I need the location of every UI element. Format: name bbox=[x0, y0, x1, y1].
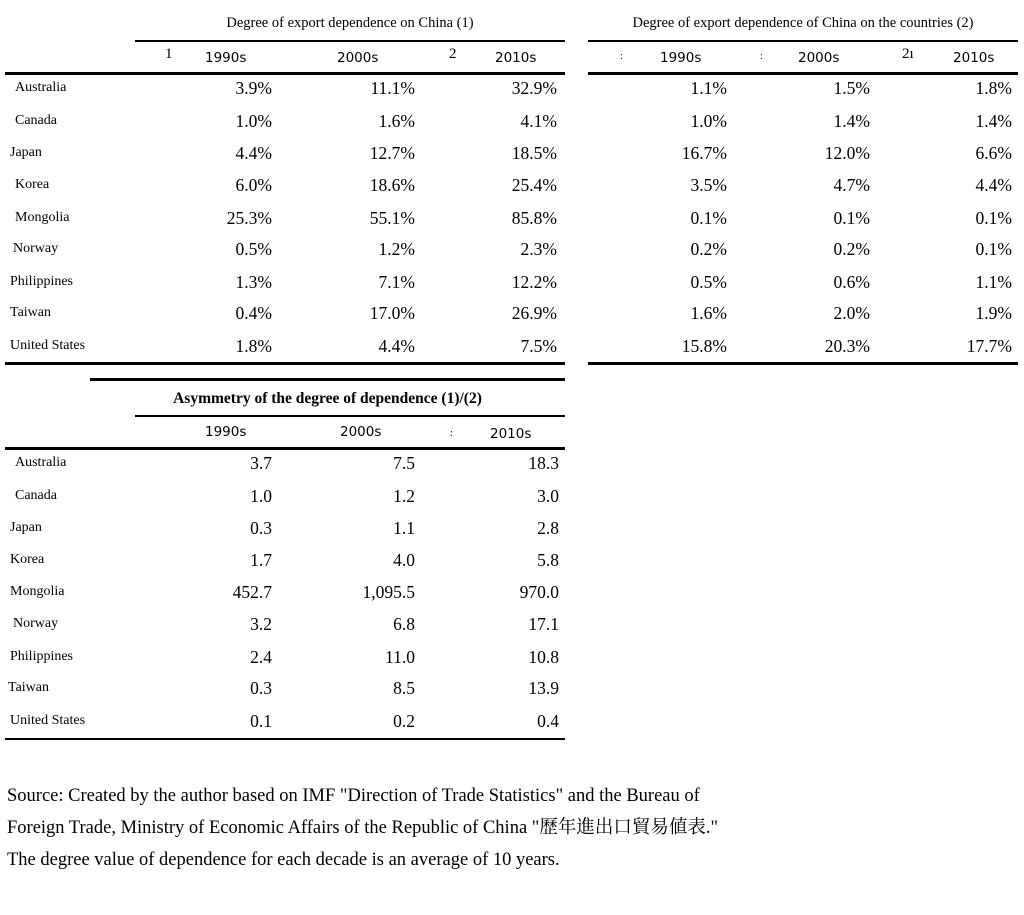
value-cell: 1.1% bbox=[975, 272, 1012, 292]
table-row bbox=[5, 169, 565, 201]
country-label: Taiwan bbox=[10, 305, 52, 320]
value-cell: 4.4% bbox=[975, 175, 1012, 195]
value-cell: 17.7% bbox=[966, 336, 1012, 356]
value-cell: 0.2 bbox=[393, 711, 415, 731]
value-cell: 0.5% bbox=[690, 272, 727, 292]
value-cell: 1.7 bbox=[250, 550, 272, 570]
value-cell: 1.2 bbox=[393, 486, 415, 506]
value-cell: 0.6% bbox=[833, 272, 870, 292]
table3-col-2000s: 2000s bbox=[340, 424, 382, 440]
value-cell: 0.1 bbox=[250, 711, 272, 731]
value-cell: 18.3 bbox=[528, 453, 559, 473]
table-row bbox=[5, 641, 565, 673]
table1-header-mark-1: 1 bbox=[165, 46, 173, 62]
value-cell: 1.9% bbox=[975, 303, 1012, 323]
value-cell: 18.6% bbox=[369, 175, 415, 195]
country-label: Canada bbox=[15, 113, 57, 128]
value-cell: 3.7 bbox=[250, 453, 272, 473]
table1-col-2000s: 2000s bbox=[337, 50, 379, 66]
value-cell: 8.5 bbox=[393, 678, 415, 698]
table-row bbox=[588, 233, 1018, 265]
value-cell: 17.1 bbox=[528, 614, 559, 634]
value-cell: 6.6% bbox=[975, 143, 1012, 163]
value-cell: 0.3 bbox=[250, 678, 272, 698]
table-row bbox=[588, 297, 1018, 329]
value-cell: 1.0% bbox=[235, 111, 272, 131]
country-label: United States bbox=[10, 338, 86, 353]
table3-col-2010s: 2010s bbox=[490, 426, 532, 442]
value-cell: 4.7% bbox=[833, 175, 870, 195]
table-row bbox=[588, 105, 1018, 137]
value-cell: 12.0% bbox=[824, 143, 870, 163]
value-cell: 6.8 bbox=[393, 614, 415, 634]
value-cell: 5.8 bbox=[537, 550, 559, 570]
value-cell: 0.1% bbox=[690, 208, 727, 228]
value-cell: 4.1% bbox=[520, 111, 557, 131]
value-cell: 7.5 bbox=[393, 453, 415, 473]
table-row bbox=[5, 330, 565, 362]
table-row bbox=[5, 705, 565, 737]
value-cell: 1.6% bbox=[690, 303, 727, 323]
country-label: United States bbox=[10, 713, 86, 728]
value-cell: 4.0 bbox=[393, 550, 415, 570]
country-label: Mongolia bbox=[15, 210, 70, 225]
table-row bbox=[5, 297, 565, 329]
table2-col-2000s: 2000s bbox=[798, 50, 840, 66]
country-label: Australia bbox=[15, 455, 67, 470]
value-cell: 0.2% bbox=[833, 239, 870, 259]
value-cell: 0.1% bbox=[975, 239, 1012, 259]
value-cell: 0.4% bbox=[235, 303, 272, 323]
value-cell: 3.2 bbox=[250, 614, 272, 634]
value-cell: 3.9% bbox=[235, 78, 272, 98]
country-label: Philippines bbox=[10, 274, 74, 289]
value-cell: 1.6% bbox=[378, 111, 415, 131]
china-export-dependence-on-countries-table bbox=[588, 8, 1018, 366]
source-note bbox=[7, 780, 1017, 876]
export-dependence-on-china-table bbox=[5, 8, 565, 366]
country-label: Korea bbox=[15, 177, 50, 192]
table-row bbox=[5, 72, 565, 104]
country-label: Japan bbox=[10, 520, 42, 535]
value-cell: 2.0% bbox=[833, 303, 870, 323]
table-row bbox=[5, 447, 565, 479]
table-row bbox=[588, 137, 1018, 169]
value-cell: 1.0% bbox=[690, 111, 727, 131]
value-cell: 4.4% bbox=[235, 143, 272, 163]
table1-title: Degree of export dependence on China (1) bbox=[226, 14, 474, 31]
value-cell: 0.2% bbox=[690, 239, 727, 259]
value-cell: 11.1% bbox=[370, 78, 415, 98]
value-cell: 25.3% bbox=[226, 208, 272, 228]
table-row bbox=[5, 266, 565, 298]
value-cell: 1.2% bbox=[378, 239, 415, 259]
value-cell: 1,095.5 bbox=[362, 582, 415, 602]
source-note-line: The degree value of dependence for each decade is an average of 10 years. bbox=[7, 850, 560, 870]
table-row bbox=[5, 202, 565, 234]
table2-col-1990s: 1990s bbox=[660, 50, 702, 66]
source-note-line: Foreign Trade, Ministry of Economic Affairs of the Republic of China "歷年進出口貿易値表." bbox=[7, 818, 719, 838]
table2-header-mark-3: 2ı bbox=[902, 46, 914, 62]
value-cell: 20.3% bbox=[824, 336, 870, 356]
value-cell: 0.1% bbox=[833, 208, 870, 228]
country-label: Mongolia bbox=[10, 584, 65, 599]
table3-col-1990s: 1990s bbox=[205, 424, 247, 440]
source-note-line: Source: Created by the author based on IMF "Direction of Trade Statistics" and the Bureau of bbox=[7, 786, 700, 806]
value-cell: 3.5% bbox=[690, 175, 727, 195]
value-cell: 0.5% bbox=[235, 239, 272, 259]
value-cell: 2.4 bbox=[250, 647, 272, 667]
value-cell: 1.5% bbox=[833, 78, 870, 98]
table2-col-2010s: 2010s bbox=[953, 50, 995, 66]
value-cell: 10.8 bbox=[528, 647, 559, 667]
table-row bbox=[588, 330, 1018, 362]
value-cell: 1.1 bbox=[393, 518, 415, 538]
country-label: Norway bbox=[13, 616, 59, 631]
value-cell: 16.7% bbox=[681, 143, 727, 163]
value-cell: 7.5% bbox=[520, 336, 557, 356]
country-label: Japan bbox=[10, 145, 42, 160]
value-cell: 17.0% bbox=[369, 303, 415, 323]
table1-col-2010s: 2010s bbox=[495, 50, 537, 66]
value-cell: 15.8% bbox=[681, 336, 727, 356]
value-cell: 55.1% bbox=[369, 208, 415, 228]
country-label: Canada bbox=[15, 488, 57, 503]
value-cell: 12.2% bbox=[511, 272, 557, 292]
value-cell: 1.0 bbox=[250, 486, 272, 506]
table-row bbox=[5, 544, 565, 576]
value-cell: 1.8% bbox=[235, 336, 272, 356]
country-label: Norway bbox=[13, 241, 59, 256]
value-cell: 85.8% bbox=[511, 208, 557, 228]
table3-header-mark-1: : bbox=[450, 428, 453, 439]
value-cell: 13.9 bbox=[528, 678, 559, 698]
value-cell: 1.1% bbox=[690, 78, 727, 98]
table-row bbox=[5, 480, 565, 512]
value-cell: 452.7 bbox=[232, 582, 272, 602]
country-label: Philippines bbox=[10, 649, 74, 664]
table1-header-mark-2: 2 bbox=[449, 46, 457, 62]
value-cell: 1.4% bbox=[975, 111, 1012, 131]
asymmetry-of-dependence-table bbox=[5, 378, 565, 744]
country-label: Taiwan bbox=[8, 680, 50, 695]
table-row bbox=[5, 608, 565, 640]
table-row bbox=[5, 137, 565, 169]
value-cell: 4.4% bbox=[378, 336, 415, 356]
value-cell: 12.7% bbox=[369, 143, 415, 163]
table2-header-mark-1: : bbox=[620, 51, 623, 62]
table3-title: Asymmetry of the degree of dependence (1)/(2) bbox=[173, 390, 482, 407]
table2-header-mark-2: : bbox=[760, 51, 763, 62]
value-cell: 32.9% bbox=[511, 78, 557, 98]
table2-title: Degree of export dependence of China on the countries (2) bbox=[632, 14, 974, 31]
value-cell: 0.3 bbox=[250, 518, 272, 538]
table-row bbox=[5, 672, 565, 704]
table-row bbox=[5, 105, 565, 137]
value-cell: 7.1% bbox=[378, 272, 415, 292]
table-row bbox=[5, 233, 565, 265]
table-row bbox=[588, 266, 1018, 298]
value-cell: 26.9% bbox=[511, 303, 557, 323]
country-label: Korea bbox=[10, 552, 45, 567]
table-row bbox=[5, 576, 565, 608]
table1-col-1990s: 1990s bbox=[205, 50, 247, 66]
table-row bbox=[588, 72, 1018, 104]
value-cell: 1.4% bbox=[833, 111, 870, 131]
table-row bbox=[588, 169, 1018, 201]
value-cell: 0.1% bbox=[975, 208, 1012, 228]
value-cell: 2.8 bbox=[537, 518, 559, 538]
value-cell: 970.0 bbox=[519, 582, 559, 602]
value-cell: 6.0% bbox=[235, 175, 272, 195]
value-cell: 1.3% bbox=[235, 272, 272, 292]
value-cell: 25.4% bbox=[511, 175, 557, 195]
value-cell: 0.4 bbox=[537, 711, 559, 731]
value-cell: 18.5% bbox=[511, 143, 557, 163]
value-cell: 3.0 bbox=[537, 486, 559, 506]
table-row bbox=[588, 202, 1018, 234]
value-cell: 2.3% bbox=[520, 239, 557, 259]
value-cell: 1.8% bbox=[975, 78, 1012, 98]
country-label: Australia bbox=[15, 80, 67, 95]
table-row bbox=[5, 512, 565, 544]
value-cell: 11.0 bbox=[385, 647, 415, 667]
